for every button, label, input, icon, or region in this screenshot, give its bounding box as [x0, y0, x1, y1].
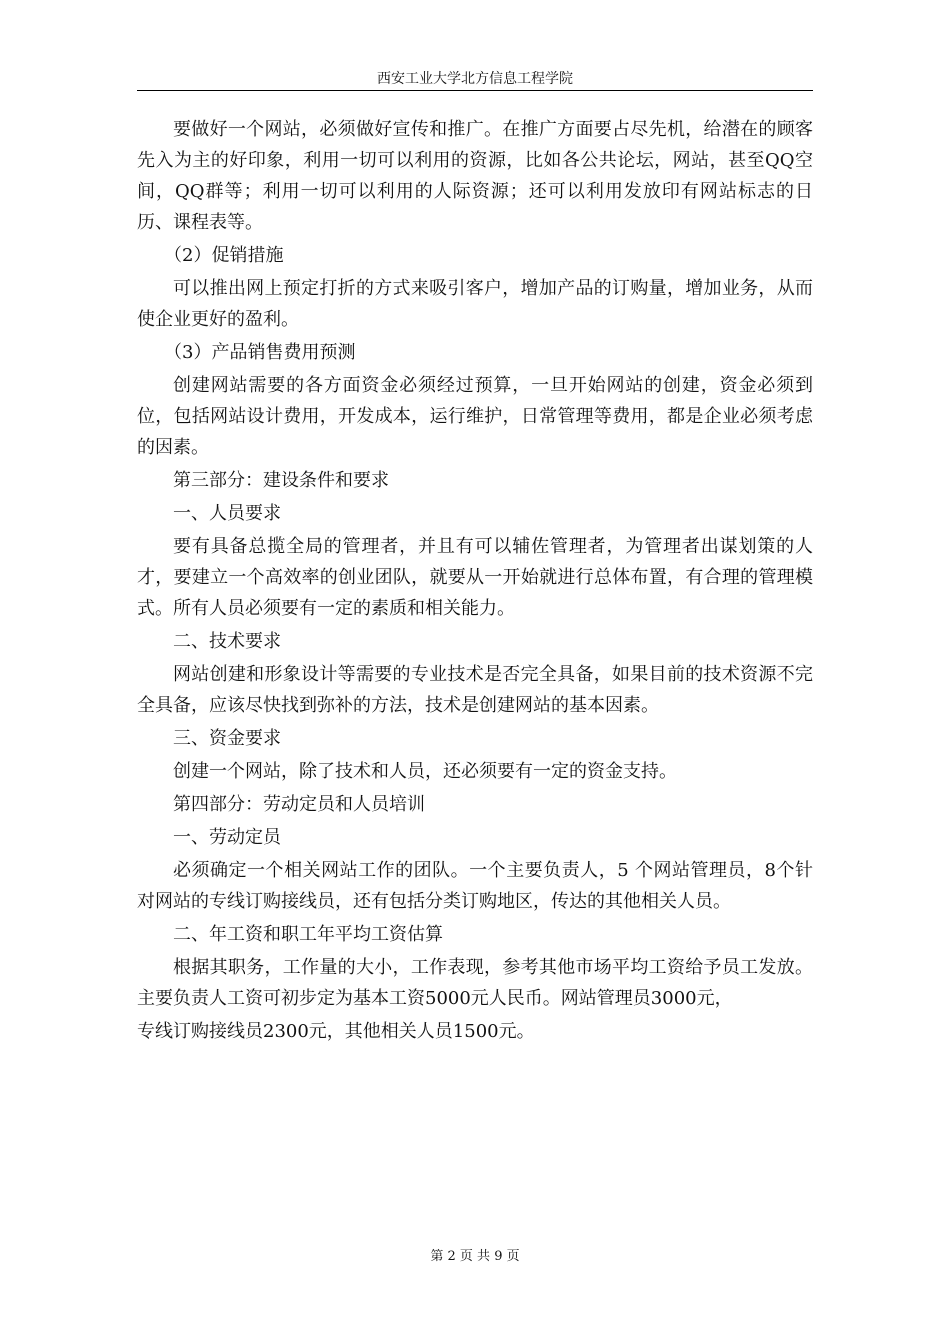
page-header: 西安工业大学北方信息工程学院: [377, 71, 573, 87]
heading-tech-requirements: 二、技术要求: [173, 631, 281, 652]
page-number: 第 2 页 共 9 页: [430, 1249, 520, 1264]
heading-sales-measures: （2）促销措施: [164, 245, 284, 266]
heading-funds-requirements: 三、资金要求: [173, 728, 281, 749]
heading-personnel-requirements: 一、人员要求: [173, 503, 281, 524]
paragraph-tech-requirements: 网站创建和形象设计等需要的专业技术是否完全具备，如果目前的技术资源不完全具备，应该尽快找到弥补的方法，技术是创建网站的基本因素。: [137, 664, 813, 716]
paragraph-promotion: 要做好一个网站，必须做好宣传和推广。在推广方面要占尽先机，给潜在的顾客先入为主的好印象，利用一切可以利用的资源，比如各公共论坛，网站，甚至QQ空间，QQ群等；利用一切可以利用的人际资源；还可以利用发放印有网站标志的日历、课程表等。: [137, 119, 813, 233]
paragraph-staffing: 必须确定一个相关网站工作的团队。一个主要负责人，5 个网站管理员，8个针对网站的专线订购接线员，还有包括分类订购地区，传达的其他相关人员。: [137, 860, 813, 912]
paragraph-wage-estimate: 根据其职务，工作量的大小，工作表现，参考其他市场平均工资给予员工发放。主要负责人工资可初步定为基本工资5000元人民币。网站管理员3000元，: [137, 957, 813, 1009]
document-body: [137, 114, 813, 1049]
heading-part-four: 第四部分：劳动定员和人员培训: [173, 794, 425, 815]
paragraph-sales-measures: 可以推出网上预定打折的方式来吸引客户，增加产品的订购量，增加业务，从而使企业更好的盈利。: [137, 278, 813, 330]
heading-part-three: 第三部分：建设条件和要求: [173, 470, 389, 491]
paragraph-wage-estimate-continued: 专线订购接线员2300元，其他相关人员1500元。: [137, 1021, 535, 1042]
paragraph-funds-requirements: 创建一个网站，除了技术和人员，还必须要有一定的资金支持。: [173, 761, 677, 782]
heading-wage-estimate: 二、年工资和职工年平均工资估算: [173, 924, 443, 945]
heading-cost-forecast: （3）产品销售费用预测: [164, 342, 356, 363]
heading-staffing: 一、劳动定员: [173, 827, 281, 848]
paragraph-cost-forecast: 创建网站需要的各方面资金必须经过预算，一旦开始网站的创建，资金必须到位，包括网站设计费用，开发成本，运行维护，日常管理等费用，都是企业必须考虑的因素。: [137, 375, 813, 458]
header-rule: [137, 90, 813, 91]
paragraph-personnel-requirements: 要有具备总揽全局的管理者，并且有可以辅佐管理者，为管理者出谋划策的人才，要建立一个高效率的创业团队，就要从一开始就进行总体布置，有合理的管理模式。所有人员必须要有一定的素质和相关能力。: [137, 536, 813, 619]
